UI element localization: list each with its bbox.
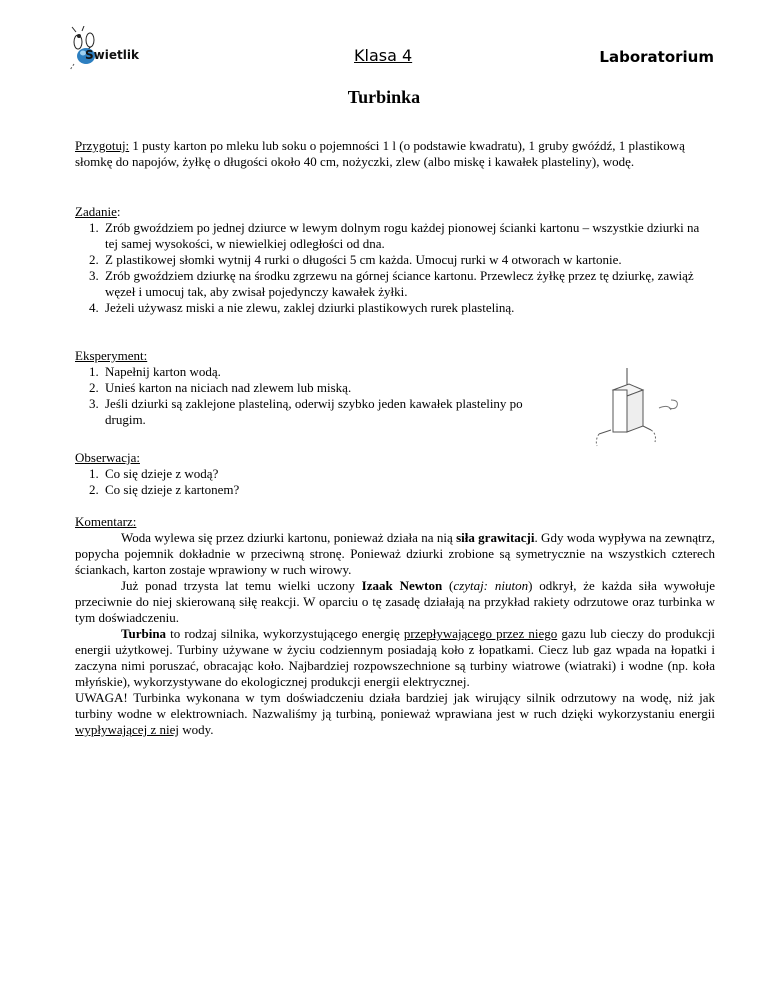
task-label: Zadanie (75, 204, 117, 219)
list-item: 2. Co się dzieje z kartonem? (102, 482, 715, 498)
comment-paragraph-4: UWAGA! Turbinka wykonana w tym doświadczeniu działa bardziej jak wirujący silnik odrzutowy na wodę, niż jak turbiny wodne w elektrowniach. Nazwaliśmy ją turbiną, ponieważ wprawiana jest w ruch dzięki wykorzystaniu energii wypływającej z niej wody. (75, 690, 715, 737)
list-item: 3. Jeśli dziurki są zaklejone plasteliną, oderwij szybko jeden kawałek plasteliny po drugim. (102, 396, 545, 428)
list-item: 1. Co się dzieje z wodą? (102, 466, 715, 482)
comment-paragraph-3: Turbina to rodzaj silnika, wykorzystującego energię przepływającego przez niego gazu lub cieczy do produkcji energii użytkowej. Turbiny używane w życiu codziennym posiadają koło z łopatkami. Ciecz lub gaz wpada na łopatki i zaczyna nimi poruszać, obracając koło. Najbardziej rozpowszechnione są turbiny wiatrowe (wiatraki) i wodne (np. koła młyńskie), wykorzystywane do ekologicznej produkcji energii elektrycznej. (75, 626, 715, 689)
prepare-section (75, 138, 715, 170)
list-item: 2. Unieś karton na niciach nad zlewem lub miską. (102, 380, 545, 396)
class-label: Klasa 4 (354, 46, 413, 65)
observation-section (75, 450, 715, 498)
observation-label: Obserwacja: (75, 450, 140, 465)
list-item: 3. Zrób gwoździem dziurkę na środku zgrzewu na górnej ściance kartonu. Przewlecz żyłkę przez tę dziurkę, zawiąż węzeł i umocuj tak, aby zwisał pojedynczy kawałek żyłki. (102, 268, 715, 300)
logo-text: Świetlik (85, 48, 139, 62)
experiment-label: Eksperyment: (75, 348, 148, 363)
comment-section (75, 514, 715, 738)
page-title: Turbinka (347, 87, 421, 107)
experiment-section (75, 348, 545, 428)
list-item: 1. Zrób gwoździem po jednej dziurce w lewym dolnym rogu każdej pionowej ścianki kartonu – wszystkie dziurki na tej samej wysokości, w niewielkiej odległości od dna. (102, 220, 715, 252)
task-section: Zadanie: 1. Zrób gwoździem po jednej dziurce w lewym dolnym rogu każdej pionowej ścianki kartonu – wszystkie dziurki na tej samej wysokości, w niewielkiej odległości od dna. 2. Z plastikowej słomki wytnij 4 rurki o długości 5 cm każda. Umocuj rurki w 4 otworach w kartonie. 3. Zrób gwoździem dziurkę na środku zgrzewu na górnej ściance kartonu. Przewlecz żyłkę przez tę dziurkę, zawiąż węzeł i umocuj tak, aby zwisał pojedynczy kawałek żyłki. 4. Jeżeli używasz miski a nie zlewu, zaklej dziurki plastikowych rurek plasteliną. (75, 204, 715, 316)
comment-paragraph-1: Woda wylewa się przez dziurki kartonu, ponieważ działa na nią siła grawitacji. Gdy woda wypływa na zewnątrz, popycha pojemnik dokładnie w przeciwną stronę. Ponieważ dziurki zrobione są symetrycznie na wszystkich czterech ściankach, karton zostaje wprawiony w ruch wirowy. (75, 530, 715, 577)
list-item: 4. Jeżeli używasz miski a nie zlewu, zaklej dziurki plastikowych rurek plasteliną. (102, 300, 715, 316)
section-label: Laboratorium (599, 48, 714, 66)
list-item: 1. Napełnij karton wodą. (102, 364, 545, 380)
comment-paragraph-2: Już ponad trzysta lat temu wielki uczony Izaak Newton (czytaj: niuton) odkrył, że każda siła wywołuje przeciwnie do niej skierowaną siłę reakcji. W oparciu o tę zasadę działają na przykład rakiety odrzutowe oraz turbinka w tym doświadczeniu. (75, 578, 715, 625)
prepare-text: 1 pusty karton po mleku lub soku o pojemności 1 l (o podstawie kwadratu), 1 gruby gwóźdź, 1 plastikową słomkę do napojów, żyłkę o długości około 40 cm, nożyczki, zlew (albo miskę i kawałek plasteliny), wodę. (75, 138, 685, 169)
list-item: 2. Z plastikowej słomki wytnij 4 rurki o długości 5 cm każda. Umocuj rurki w 4 otworach w kartonie. (102, 252, 715, 268)
comment-label: Komentarz: (75, 514, 137, 529)
prepare-label: Przygotuj: (75, 138, 130, 153)
carton-turbine-illustration (585, 368, 695, 458)
